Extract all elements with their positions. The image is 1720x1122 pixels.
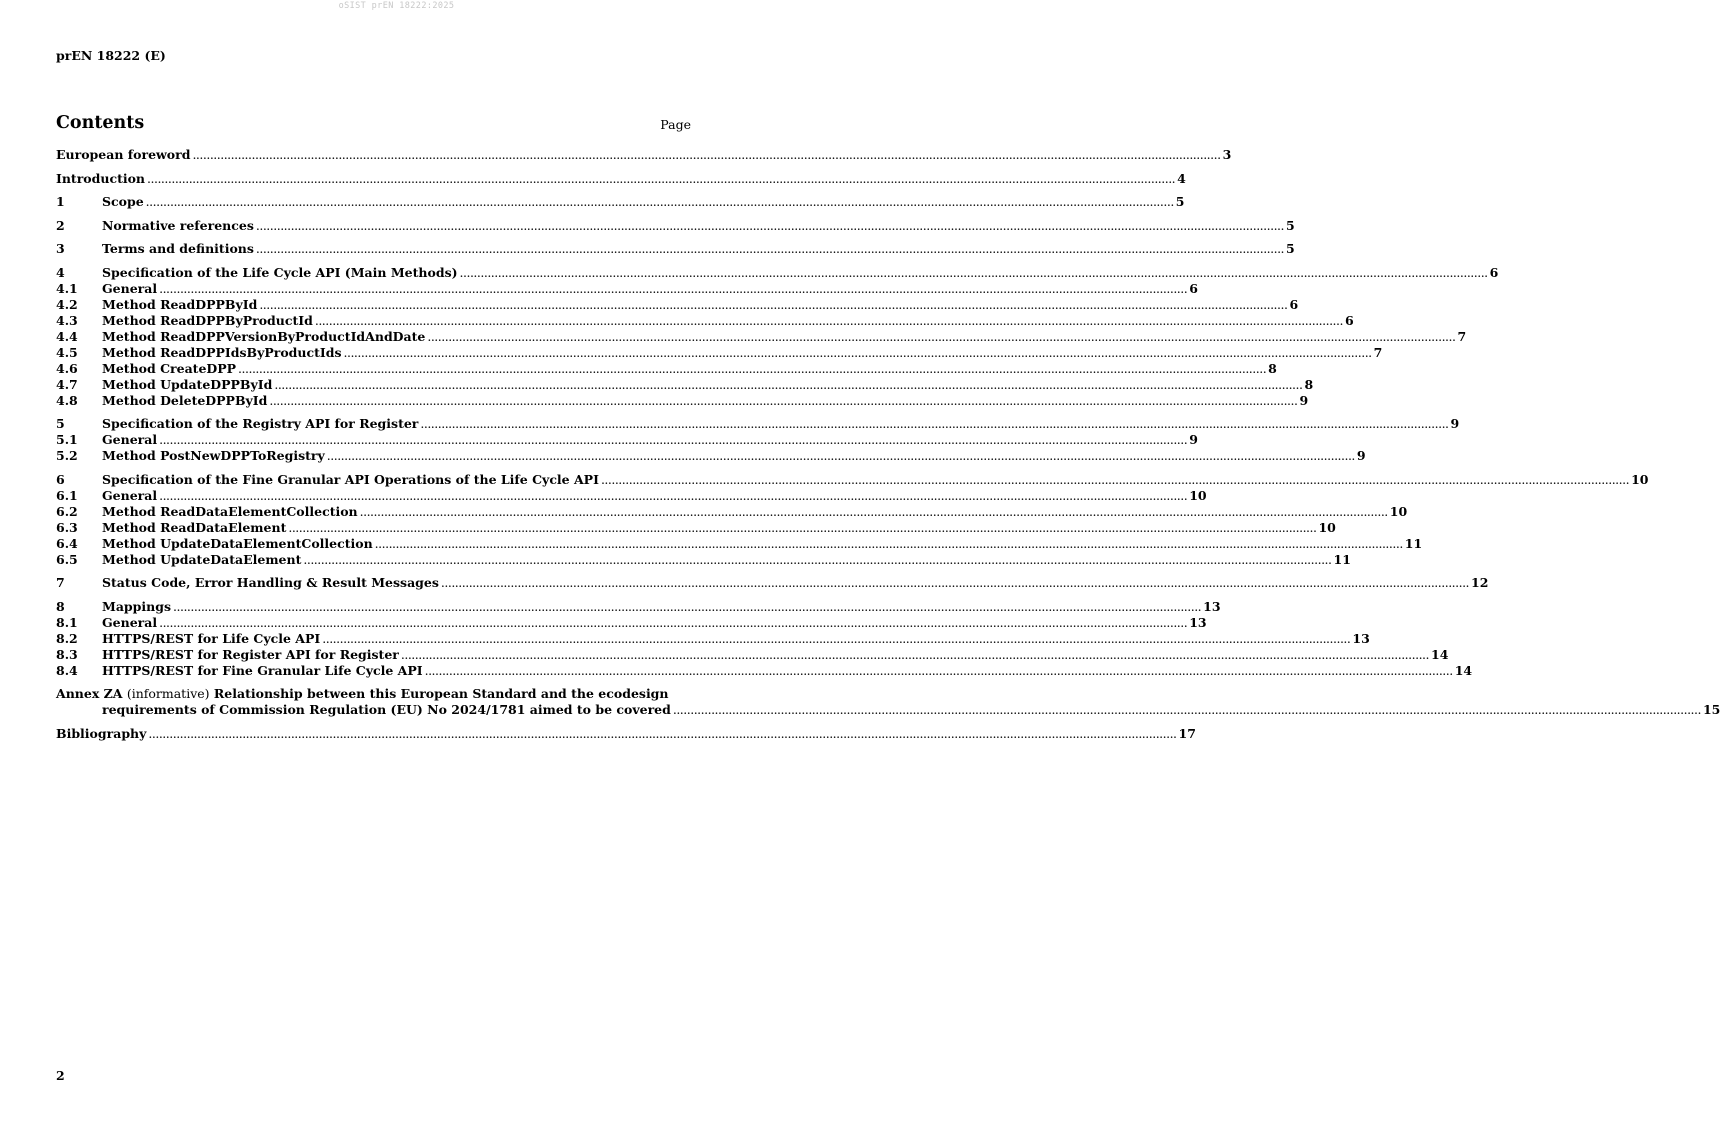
toc-entry-number: 4.6	[56, 360, 78, 376]
toc-entry-6-4[interactable]	[56, 535, 1423, 552]
toc-entry-title: General	[102, 614, 158, 630]
toc-entry-page: 12	[1471, 575, 1489, 590]
toc-entry-number: 6	[56, 471, 65, 487]
dot-leader	[159, 281, 1187, 297]
dot-leader	[375, 536, 1403, 552]
toc-entry-page: 3	[1222, 147, 1232, 162]
toc-entry-page: 15	[1702, 702, 1720, 717]
dot-leader	[159, 488, 1187, 504]
toc-entry-4-4[interactable]	[56, 328, 1467, 345]
toc-entry-page: 10	[1389, 503, 1408, 519]
dot-leader	[256, 218, 1284, 234]
toc-entry-6-5[interactable]	[56, 551, 1351, 568]
toc-entry-number: 4.1	[56, 280, 78, 296]
dot-leader	[303, 552, 1331, 568]
dot-leader	[148, 726, 1176, 742]
toc-entry-4-8[interactable]	[56, 392, 1309, 409]
toc-entry-6-1[interactable]	[56, 487, 1207, 504]
toc-entry-title: General	[102, 280, 158, 296]
toc-entry-page: 8	[1304, 376, 1314, 392]
toc-entry-page: 7	[1457, 328, 1467, 344]
toc-entry-4-5[interactable]	[56, 344, 1383, 361]
watermark: oSIST prEN 18222:2025	[338, 1, 455, 11]
toc-entry-page: 9	[1189, 432, 1198, 447]
toc-entry-title: HTTPS/REST for Life Cycle API	[102, 630, 321, 646]
table-of-contents	[56, 147, 1720, 742]
dot-leader	[147, 171, 1175, 187]
toc-entry-8-1[interactable]	[56, 614, 1207, 631]
toc-entry-4[interactable]	[56, 264, 1499, 281]
toc-entry-title: Method PostNewDPPToRegistry	[102, 448, 325, 463]
annex-line-1	[56, 686, 1720, 702]
toc-entry-title: Method UpdateDPPById	[102, 376, 273, 392]
toc-entry-8-2[interactable]	[56, 630, 1370, 647]
toc-entry-page: 5	[1286, 241, 1295, 256]
toc-entry-6[interactable]	[56, 471, 1649, 488]
toc-entry-title: Introduction	[56, 170, 146, 186]
dot-leader	[601, 472, 1629, 488]
toc-entry-number: 4.5	[56, 344, 78, 360]
toc-entry-number: 6.3	[56, 519, 78, 535]
dot-leader	[192, 147, 1220, 163]
annex-prefix: Annex ZA	[56, 686, 123, 701]
toc-entry-page: 8	[1268, 360, 1277, 376]
toc-entry-4-3[interactable]	[56, 312, 1354, 329]
page-number: 2	[56, 1068, 65, 1083]
toc-entry-page: 6	[1344, 312, 1354, 328]
dot-leader	[159, 432, 1187, 448]
toc-entry-1[interactable]	[56, 194, 1185, 210]
toc-entry-title: European foreword	[56, 147, 191, 162]
dot-leader	[401, 647, 1429, 663]
toc-entry-5[interactable]	[56, 416, 1460, 432]
toc-entry-4-2[interactable]	[56, 296, 1299, 313]
toc-entry-number: 4.4	[56, 328, 78, 344]
toc-entry-number: 1	[56, 194, 65, 209]
dot-leader	[288, 520, 1316, 536]
toc-entry-annex-za[interactable]	[56, 686, 1720, 718]
toc-entry-number: 5.2	[56, 448, 78, 463]
toc-entry-page: 14	[1454, 662, 1473, 678]
toc-entry-number: 2	[56, 217, 65, 233]
toc-entry-number: 8	[56, 598, 65, 614]
toc-entry-title: Normative references	[102, 217, 254, 233]
dot-leader	[322, 631, 1350, 647]
toc-entry-number: 6.4	[56, 535, 78, 551]
toc-entry-5-2[interactable]	[56, 448, 1366, 464]
toc-entry-title: HTTPS/REST for Fine Granular Life Cycle API	[102, 662, 423, 678]
dot-leader	[173, 599, 1201, 615]
toc-entry-7[interactable]	[56, 575, 1489, 591]
annex-line-2	[56, 702, 1720, 718]
toc-entry-page: 6	[1189, 280, 1198, 296]
toc-entry-number: 6.5	[56, 551, 78, 567]
toc-entry-page: 10	[1189, 487, 1207, 503]
toc-entry-page: 13	[1189, 614, 1207, 630]
dot-leader	[274, 377, 1302, 393]
toc-entry-8-3[interactable]	[56, 646, 1449, 663]
dot-leader	[238, 361, 1266, 377]
toc-entry-title: Specification of the Registry API for Register	[102, 416, 419, 431]
annex-title-line-2: requirements of Commission Regulation (EU) No 2024/1781 aimed to be covered	[102, 702, 671, 717]
dot-leader	[673, 702, 1701, 718]
toc-entry-number: 8.1	[56, 614, 78, 630]
toc-entry-number: 5	[56, 416, 65, 431]
dot-leader	[360, 504, 1388, 520]
toc-entry-number: 8.3	[56, 646, 78, 662]
toc-entry-title: Method UpdateDataElementCollection	[102, 535, 373, 551]
toc-entry-title: HTTPS/REST for Register API for Register	[102, 646, 399, 662]
toc-entry-number: 8.2	[56, 630, 78, 646]
toc-entry-8-4[interactable]	[56, 662, 1473, 679]
annex-type: (informative)	[126, 686, 210, 701]
toc-entry-page: 17	[1178, 725, 1196, 741]
dot-leader	[146, 194, 1174, 210]
toc-entry-page: 13	[1203, 598, 1221, 614]
toc-entry-title: General	[102, 432, 158, 447]
toc-entry-3[interactable]	[56, 241, 1295, 257]
page-column-heading: Page	[660, 117, 691, 132]
toc-entry-title: Method ReadDPPVersionByProductIdAndDate	[102, 328, 426, 344]
toc-entry-page: 11	[1404, 535, 1423, 551]
toc-entry-european-foreword[interactable]	[56, 147, 1232, 163]
toc-entry-page: 7	[1373, 344, 1383, 360]
toc-entry-page: 6	[1289, 296, 1299, 312]
toc-entry-title: Terms and definitions	[102, 241, 254, 256]
toc-entry-number: 4.3	[56, 312, 78, 328]
dot-leader	[420, 416, 1448, 432]
toc-entry-bibliography[interactable]	[56, 725, 1196, 742]
toc-entry-number: 8.4	[56, 662, 78, 678]
toc-entry-number: 4.8	[56, 392, 78, 408]
toc-entry-number: 3	[56, 241, 65, 256]
toc-entry-4-1[interactable]	[56, 280, 1198, 297]
toc-entry-title: Method ReadDPPById	[102, 296, 258, 312]
toc-entry-page: 13	[1352, 630, 1370, 646]
dot-leader	[269, 393, 1297, 409]
toc-entry-page: 14	[1431, 646, 1449, 662]
toc-entry-title: Method ReadDPPByProductId	[102, 312, 313, 328]
dot-leader	[259, 297, 1287, 313]
toc-entry-number: 4	[56, 264, 65, 280]
toc-entry-8[interactable]	[56, 598, 1221, 615]
toc-entry-title: Status Code, Error Handling & Result Messages	[102, 575, 439, 590]
toc-entry-6-3[interactable]	[56, 519, 1336, 536]
document-id: prEN 18222 (E)	[56, 48, 166, 63]
dot-leader	[344, 345, 1372, 361]
contents-heading: Contents	[56, 113, 145, 133]
toc-entry-page: 11	[1333, 551, 1351, 567]
toc-entry-page: 5	[1175, 194, 1185, 209]
toc-entry-number: 6.1	[56, 487, 78, 503]
toc-entry-number: 7	[56, 575, 65, 590]
dot-leader	[460, 265, 1488, 281]
dot-leader	[327, 448, 1355, 464]
toc-entry-6-2[interactable]	[56, 503, 1408, 520]
toc-entry-title: General	[102, 487, 158, 503]
toc-entry-title: Method ReadDPPIdsByProductIds	[102, 344, 342, 360]
annex-entry-block	[56, 686, 1720, 718]
toc-entry-page: 9	[1450, 416, 1460, 431]
annex-title-line-1: Relationship between this European Standard and the ecodesign	[213, 686, 669, 701]
toc-entry-number: 4.7	[56, 376, 78, 392]
toc-entry-title: Method DeleteDPPById	[102, 392, 268, 408]
toc-entry-number: 6.2	[56, 503, 78, 519]
toc-entry-page: 9	[1299, 392, 1309, 408]
toc-entry-title: Method UpdateDataElement	[102, 551, 302, 567]
toc-entry-4-7[interactable]	[56, 376, 1314, 393]
toc-entry-number: 5.1	[56, 432, 78, 447]
toc-entry-5-1[interactable]	[56, 432, 1198, 448]
dot-leader	[256, 241, 1284, 257]
dot-leader	[441, 575, 1469, 591]
toc-entry-number: 4.2	[56, 296, 78, 312]
dot-leader	[315, 313, 1343, 329]
toc-entry-4-6[interactable]	[56, 360, 1277, 377]
toc-entry-page: 10	[1631, 471, 1649, 487]
toc-entry-title: Specification of the Life Cycle API (Main Methods)	[102, 264, 458, 280]
dot-leader	[427, 329, 1455, 345]
toc-entry-introduction[interactable]	[56, 170, 1186, 187]
toc-entry-2[interactable]	[56, 217, 1295, 234]
toc-entry-page: 6	[1489, 264, 1499, 280]
toc-entry-title: Bibliography	[56, 725, 147, 741]
toc-entry-title: Method ReadDataElementCollection	[102, 503, 358, 519]
dot-leader	[159, 615, 1187, 631]
toc-entry-title: Scope	[102, 194, 144, 209]
toc-entry-page: 5	[1286, 217, 1295, 233]
toc-entry-title: Mappings	[102, 598, 172, 614]
dot-leader	[425, 663, 1453, 679]
toc-entry-page: 10	[1318, 519, 1336, 535]
toc-entry-title: Specification of the Fine Granular API Operations of the Life Cycle API	[102, 471, 599, 487]
toc-entry-title: Method CreateDPP	[102, 360, 237, 376]
toc-entry-page: 9	[1356, 448, 1366, 463]
toc-entry-title: Method ReadDataElement	[102, 519, 287, 535]
toc-entry-page: 4	[1177, 170, 1186, 186]
